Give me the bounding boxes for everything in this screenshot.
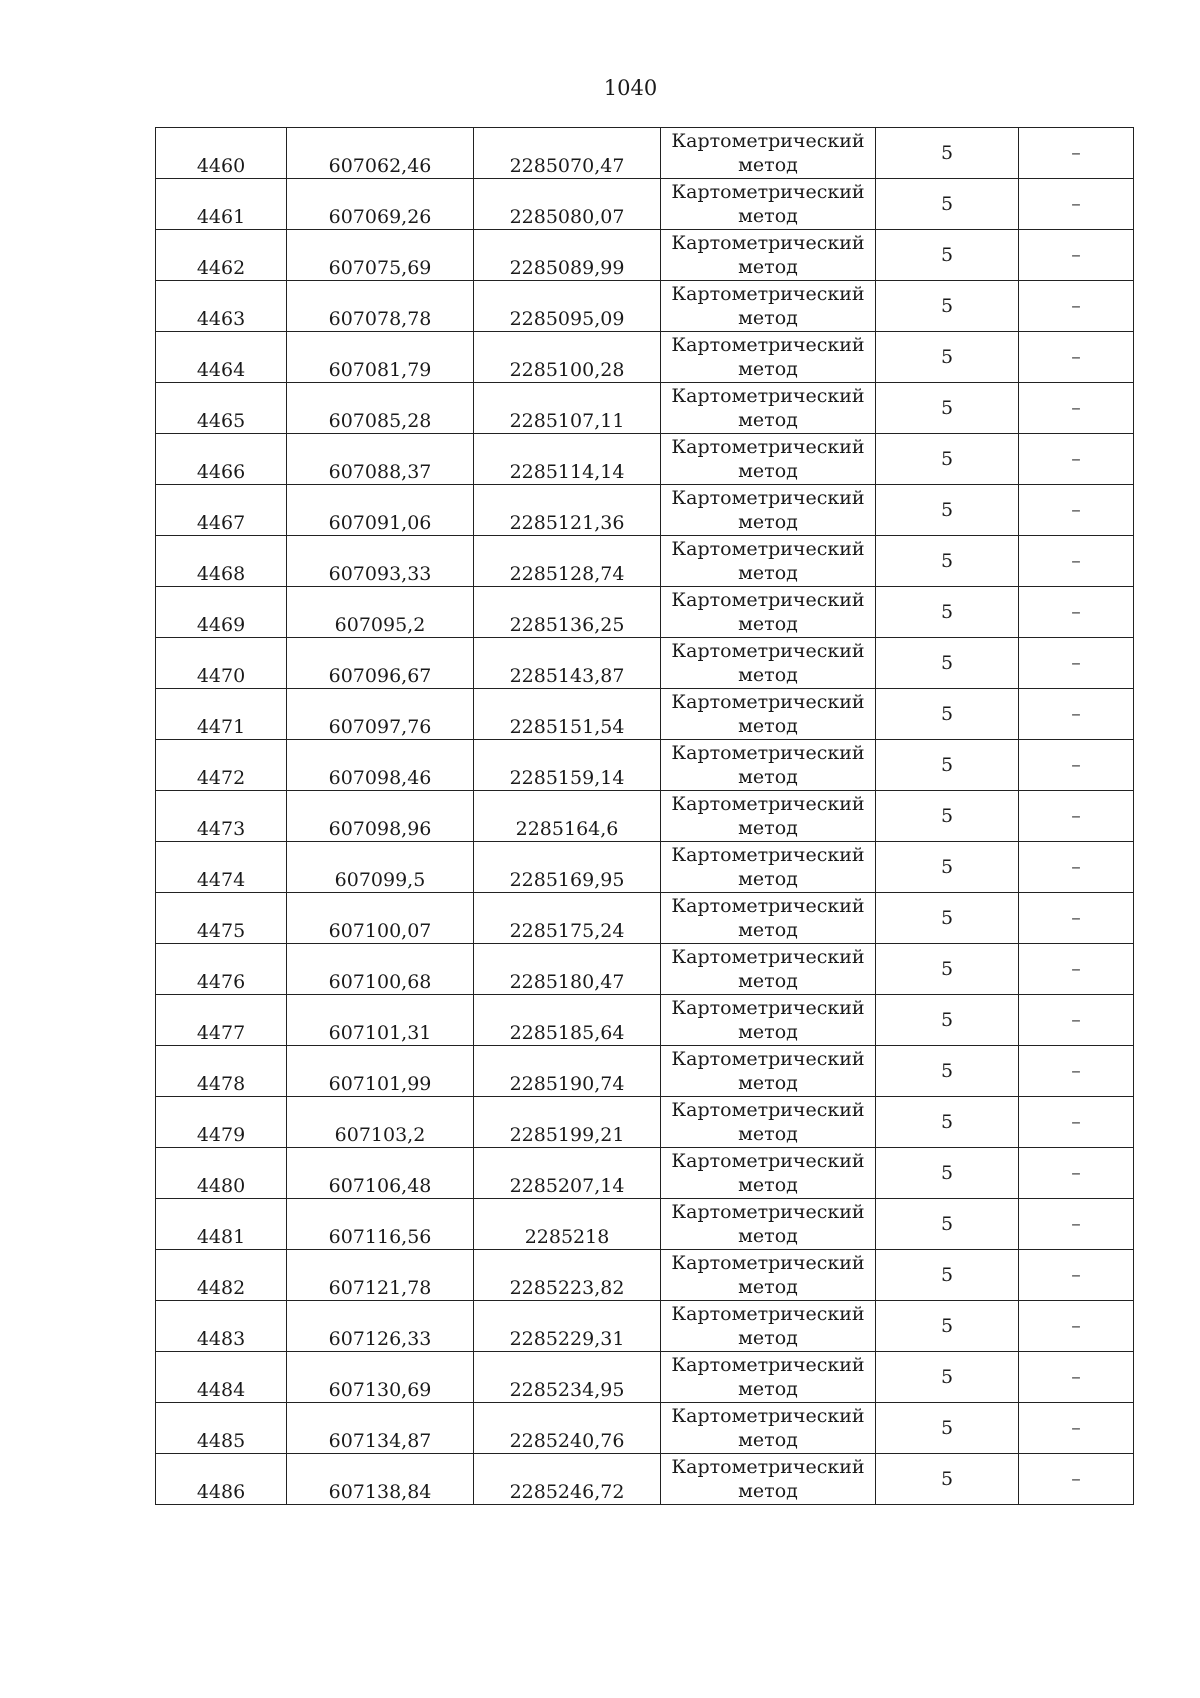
note-dash: – [1019, 893, 1134, 944]
coordinate-y: 2285114,14 [474, 434, 661, 485]
table-row [156, 842, 1134, 893]
coordinate-x: 607093,33 [287, 536, 474, 587]
coordinate-x: 607075,69 [287, 230, 474, 281]
method-cell [661, 995, 876, 1046]
method-line-1: Картометрический [671, 1099, 865, 1121]
coordinate-y: 2285207,14 [474, 1148, 661, 1199]
method-cell [661, 1199, 876, 1250]
method-line-1: Картометрический [671, 742, 865, 764]
note-dash: – [1019, 230, 1134, 281]
table-row [156, 179, 1134, 230]
note-dash: – [1019, 434, 1134, 485]
method-cell [661, 128, 876, 179]
method-cell [661, 1352, 876, 1403]
method-line-1: Картометрический [671, 1252, 865, 1274]
coordinate-y: 2285128,74 [474, 536, 661, 587]
table-row [156, 638, 1134, 689]
accuracy-value: 5 [876, 944, 1019, 995]
method-line-2: метод [738, 205, 798, 227]
coordinate-x: 607085,28 [287, 383, 474, 434]
method-line-2: метод [738, 1174, 798, 1196]
point-number: 4477 [156, 995, 287, 1046]
coordinate-y: 2285136,25 [474, 587, 661, 638]
point-number: 4460 [156, 128, 287, 179]
coordinate-x: 607138,84 [287, 1454, 474, 1505]
point-number: 4471 [156, 689, 287, 740]
table-row [156, 893, 1134, 944]
table-row [156, 1097, 1134, 1148]
note-dash: – [1019, 1301, 1134, 1352]
method-cell [661, 1097, 876, 1148]
note-dash: – [1019, 1148, 1134, 1199]
method-cell [661, 893, 876, 944]
table-row [156, 485, 1134, 536]
note-dash: – [1019, 791, 1134, 842]
coordinate-x: 607126,33 [287, 1301, 474, 1352]
note-dash: – [1019, 1454, 1134, 1505]
note-dash: – [1019, 1403, 1134, 1454]
method-line-1: Картометрический [671, 1303, 865, 1325]
method-line-1: Картометрический [671, 385, 865, 407]
method-line-1: Картометрический [671, 997, 865, 1019]
method-line-2: метод [738, 358, 798, 380]
point-number: 4472 [156, 740, 287, 791]
table-row [156, 1199, 1134, 1250]
accuracy-value: 5 [876, 1301, 1019, 1352]
table-row [156, 281, 1134, 332]
accuracy-value: 5 [876, 230, 1019, 281]
coordinate-y: 2285234,95 [474, 1352, 661, 1403]
note-dash: – [1019, 536, 1134, 587]
coordinates-table [155, 127, 1134, 1505]
coordinate-y: 2285185,64 [474, 995, 661, 1046]
accuracy-value: 5 [876, 536, 1019, 587]
method-line-2: метод [738, 154, 798, 176]
method-line-2: метод [738, 664, 798, 686]
coordinate-y: 2285246,72 [474, 1454, 661, 1505]
point-number: 4482 [156, 1250, 287, 1301]
table-row [156, 1250, 1134, 1301]
table-row [156, 1148, 1134, 1199]
method-line-1: Картометрический [671, 1201, 865, 1223]
table-row [156, 1046, 1134, 1097]
method-line-2: метод [738, 460, 798, 482]
accuracy-value: 5 [876, 434, 1019, 485]
coordinate-x: 607069,26 [287, 179, 474, 230]
method-cell [661, 791, 876, 842]
method-line-2: метод [738, 1378, 798, 1400]
method-line-1: Картометрический [671, 691, 865, 713]
table-row [156, 587, 1134, 638]
note-dash: – [1019, 485, 1134, 536]
coordinate-y: 2285229,31 [474, 1301, 661, 1352]
method-line-1: Картометрический [671, 538, 865, 560]
method-cell [661, 1148, 876, 1199]
method-line-2: метод [738, 1429, 798, 1451]
point-number: 4476 [156, 944, 287, 995]
point-number: 4464 [156, 332, 287, 383]
point-number: 4468 [156, 536, 287, 587]
method-line-2: метод [738, 970, 798, 992]
coordinate-y: 2285100,28 [474, 332, 661, 383]
note-dash: – [1019, 1046, 1134, 1097]
method-cell [661, 281, 876, 332]
coordinate-y: 2285218 [474, 1199, 661, 1250]
coordinate-x: 607098,96 [287, 791, 474, 842]
method-line-1: Картометрический [671, 1405, 865, 1427]
table-row [156, 791, 1134, 842]
method-line-2: метод [738, 868, 798, 890]
coordinate-x: 607101,99 [287, 1046, 474, 1097]
table-row [156, 1352, 1134, 1403]
method-line-2: метод [738, 1021, 798, 1043]
accuracy-value: 5 [876, 893, 1019, 944]
coordinate-y: 2285164,6 [474, 791, 661, 842]
method-line-2: метод [738, 766, 798, 788]
method-line-1: Картометрический [671, 895, 865, 917]
method-line-1: Картометрический [671, 334, 865, 356]
note-dash: – [1019, 1097, 1134, 1148]
method-cell [661, 1301, 876, 1352]
accuracy-value: 5 [876, 332, 1019, 383]
coordinate-x: 607101,31 [287, 995, 474, 1046]
method-line-1: Картометрический [671, 793, 865, 815]
point-number: 4461 [156, 179, 287, 230]
coordinate-y: 2285089,99 [474, 230, 661, 281]
coordinate-y: 2285159,14 [474, 740, 661, 791]
note-dash: – [1019, 689, 1134, 740]
point-number: 4473 [156, 791, 287, 842]
point-number: 4467 [156, 485, 287, 536]
table-row [156, 332, 1134, 383]
accuracy-value: 5 [876, 128, 1019, 179]
coordinate-x: 607103,2 [287, 1097, 474, 1148]
point-number: 4479 [156, 1097, 287, 1148]
method-cell [661, 536, 876, 587]
method-line-1: Картометрический [671, 283, 865, 305]
method-cell [661, 1403, 876, 1454]
method-cell [661, 1250, 876, 1301]
accuracy-value: 5 [876, 1454, 1019, 1505]
method-cell [661, 230, 876, 281]
point-number: 4484 [156, 1352, 287, 1403]
method-line-1: Картометрический [671, 1354, 865, 1376]
method-line-1: Картометрический [671, 640, 865, 662]
table-row [156, 1301, 1134, 1352]
accuracy-value: 5 [876, 587, 1019, 638]
accuracy-value: 5 [876, 995, 1019, 1046]
point-number: 4469 [156, 587, 287, 638]
coordinate-y: 2285223,82 [474, 1250, 661, 1301]
accuracy-value: 5 [876, 1097, 1019, 1148]
accuracy-value: 5 [876, 1046, 1019, 1097]
coordinate-y: 2285240,76 [474, 1403, 661, 1454]
method-cell [661, 383, 876, 434]
page-number: 1040 [603, 76, 658, 100]
point-number: 4486 [156, 1454, 287, 1505]
point-number: 4462 [156, 230, 287, 281]
note-dash: – [1019, 1250, 1134, 1301]
method-line-1: Картометрический [671, 436, 865, 458]
coordinate-x: 607078,78 [287, 281, 474, 332]
point-number: 4475 [156, 893, 287, 944]
coordinate-x: 607100,07 [287, 893, 474, 944]
accuracy-value: 5 [876, 1148, 1019, 1199]
coordinate-x: 607130,69 [287, 1352, 474, 1403]
coordinate-y: 2285175,24 [474, 893, 661, 944]
accuracy-value: 5 [876, 1199, 1019, 1250]
method-cell [661, 1046, 876, 1097]
accuracy-value: 5 [876, 383, 1019, 434]
table-row [156, 995, 1134, 1046]
method-line-2: метод [738, 1327, 798, 1349]
accuracy-value: 5 [876, 1250, 1019, 1301]
coordinate-x: 607095,2 [287, 587, 474, 638]
method-line-1: Картометрический [671, 232, 865, 254]
coordinate-y: 2285080,07 [474, 179, 661, 230]
accuracy-value: 5 [876, 638, 1019, 689]
point-number: 4463 [156, 281, 287, 332]
method-line-2: метод [738, 1123, 798, 1145]
coordinate-x: 607099,5 [287, 842, 474, 893]
coordinate-y: 2285107,11 [474, 383, 661, 434]
accuracy-value: 5 [876, 485, 1019, 536]
table-row [156, 128, 1134, 179]
method-cell [661, 1454, 876, 1505]
method-line-2: метод [738, 1225, 798, 1247]
method-cell [661, 434, 876, 485]
accuracy-value: 5 [876, 689, 1019, 740]
coordinate-x: 607121,78 [287, 1250, 474, 1301]
note-dash: – [1019, 332, 1134, 383]
point-number: 4478 [156, 1046, 287, 1097]
note-dash: – [1019, 383, 1134, 434]
point-number: 4480 [156, 1148, 287, 1199]
method-line-2: метод [738, 256, 798, 278]
note-dash: – [1019, 638, 1134, 689]
coordinate-y: 2285121,36 [474, 485, 661, 536]
method-cell [661, 842, 876, 893]
method-line-2: метод [738, 919, 798, 941]
table-row [156, 383, 1134, 434]
accuracy-value: 5 [876, 179, 1019, 230]
method-cell [661, 944, 876, 995]
accuracy-value: 5 [876, 791, 1019, 842]
method-cell [661, 638, 876, 689]
coordinate-x: 607116,56 [287, 1199, 474, 1250]
table-row [156, 1454, 1134, 1505]
method-line-1: Картометрический [671, 946, 865, 968]
method-line-2: метод [738, 817, 798, 839]
accuracy-value: 5 [876, 1352, 1019, 1403]
coordinate-y: 2285095,09 [474, 281, 661, 332]
note-dash: – [1019, 1352, 1134, 1403]
note-dash: – [1019, 740, 1134, 791]
coordinate-x: 607062,46 [287, 128, 474, 179]
accuracy-value: 5 [876, 740, 1019, 791]
accuracy-value: 5 [876, 842, 1019, 893]
table-body [156, 128, 1134, 1505]
coordinate-x: 607100,68 [287, 944, 474, 995]
method-line-2: метод [738, 715, 798, 737]
method-line-1: Картометрический [671, 1150, 865, 1172]
coordinate-x: 607098,46 [287, 740, 474, 791]
note-dash: – [1019, 842, 1134, 893]
coordinate-x: 607088,37 [287, 434, 474, 485]
method-line-1: Картометрический [671, 1456, 865, 1478]
table-row [156, 230, 1134, 281]
point-number: 4483 [156, 1301, 287, 1352]
method-cell [661, 332, 876, 383]
coordinate-y: 2285151,54 [474, 689, 661, 740]
method-line-1: Картометрический [671, 130, 865, 152]
method-line-2: метод [738, 562, 798, 584]
note-dash: – [1019, 995, 1134, 1046]
coordinate-x: 607096,67 [287, 638, 474, 689]
note-dash: – [1019, 179, 1134, 230]
note-dash: – [1019, 1199, 1134, 1250]
coordinate-y: 2285199,21 [474, 1097, 661, 1148]
coordinate-x: 607097,76 [287, 689, 474, 740]
method-cell [661, 689, 876, 740]
point-number: 4474 [156, 842, 287, 893]
coordinate-y: 2285169,95 [474, 842, 661, 893]
table-row [156, 434, 1134, 485]
method-line-1: Картометрический [671, 181, 865, 203]
method-cell [661, 485, 876, 536]
note-dash: – [1019, 281, 1134, 332]
table-row [156, 1403, 1134, 1454]
table-row [156, 740, 1134, 791]
method-line-1: Картометрический [671, 589, 865, 611]
accuracy-value: 5 [876, 1403, 1019, 1454]
method-cell [661, 179, 876, 230]
table-row [156, 536, 1134, 587]
point-number: 4485 [156, 1403, 287, 1454]
method-line-2: метод [738, 511, 798, 533]
point-number: 4470 [156, 638, 287, 689]
method-cell [661, 740, 876, 791]
note-dash: – [1019, 128, 1134, 179]
method-cell [661, 587, 876, 638]
accuracy-value: 5 [876, 281, 1019, 332]
coordinate-y: 2285190,74 [474, 1046, 661, 1097]
coordinate-x: 607091,06 [287, 485, 474, 536]
method-line-2: метод [738, 307, 798, 329]
method-line-1: Картометрический [671, 844, 865, 866]
coordinate-y: 2285070,47 [474, 128, 661, 179]
point-number: 4465 [156, 383, 287, 434]
method-line-2: метод [738, 1480, 798, 1502]
note-dash: – [1019, 587, 1134, 638]
coordinate-y: 2285143,87 [474, 638, 661, 689]
table-row [156, 689, 1134, 740]
method-line-1: Картометрический [671, 487, 865, 509]
method-line-2: метод [738, 1072, 798, 1094]
method-line-1: Картометрический [671, 1048, 865, 1070]
method-line-2: метод [738, 613, 798, 635]
coordinate-x: 607106,48 [287, 1148, 474, 1199]
coordinate-x: 607134,87 [287, 1403, 474, 1454]
note-dash: – [1019, 944, 1134, 995]
method-line-2: метод [738, 1276, 798, 1298]
point-number: 4466 [156, 434, 287, 485]
point-number: 4481 [156, 1199, 287, 1250]
coordinate-y: 2285180,47 [474, 944, 661, 995]
method-line-2: метод [738, 409, 798, 431]
table-row [156, 944, 1134, 995]
coordinate-x: 607081,79 [287, 332, 474, 383]
